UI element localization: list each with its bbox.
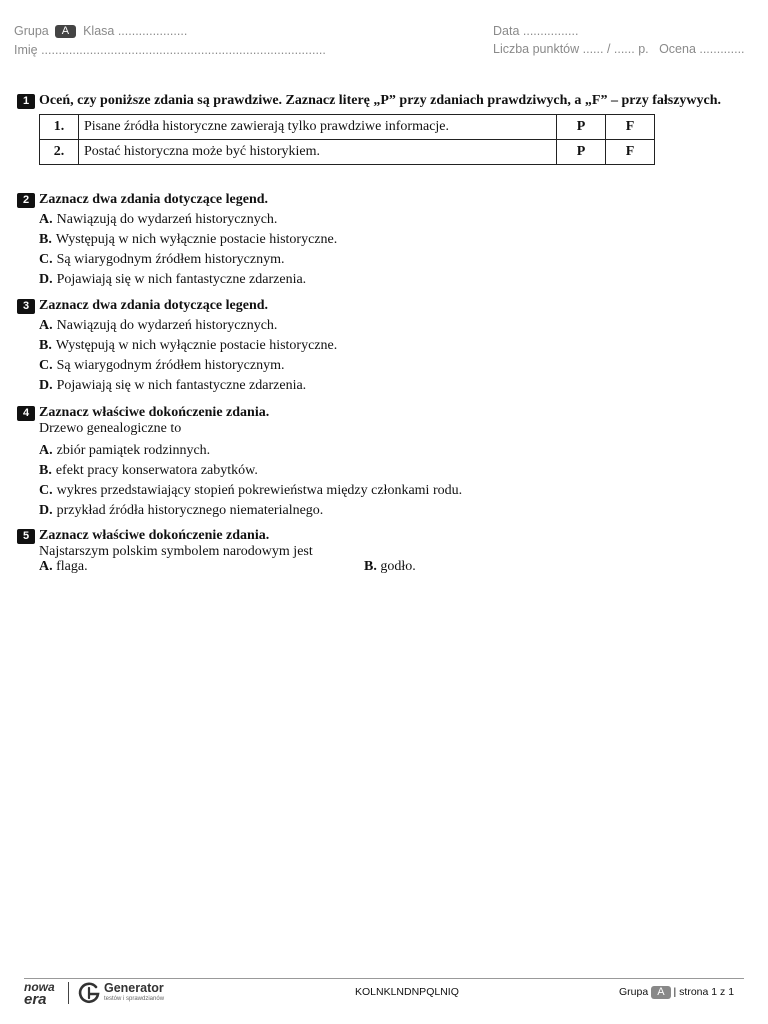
generator-logo-text — [104, 982, 164, 1003]
option-text: przykład źródła historycznego niematerialnego. — [56, 503, 324, 518]
option-letter: B. — [39, 463, 52, 478]
document-code: KOLNKLNDNPQLNIQ — [355, 986, 459, 998]
question-4 — [17, 403, 748, 521]
footer-group-label: Grupa — [619, 986, 649, 998]
question-number: 4 — [17, 406, 35, 421]
date-field[interactable]: Data ................ — [493, 24, 579, 38]
question-3 — [17, 296, 748, 396]
answer-option[interactable] — [39, 461, 748, 481]
logo-separator — [68, 982, 69, 1004]
option-text: Pojawiają się w nich fantastyczne zdarzenia. — [56, 378, 307, 393]
option-letter: C. — [39, 252, 53, 267]
question-title: Zaznacz dwa zdania dotyczące legend. — [39, 192, 269, 207]
option-letter: D. — [39, 503, 53, 518]
option-text: flaga. — [56, 559, 88, 574]
group-label: Grupa — [14, 24, 49, 38]
option-letter: B. — [39, 338, 52, 353]
option-letter: A. — [39, 212, 53, 227]
group-field — [14, 24, 187, 38]
grade-field[interactable]: Ocena ............. — [659, 42, 745, 56]
question-number: 3 — [17, 299, 35, 314]
nowa-era-logo — [24, 982, 55, 1007]
true-false-table — [39, 114, 655, 165]
answer-option[interactable] — [39, 501, 748, 521]
true-option[interactable]: P — [557, 115, 606, 140]
option-text: Występują w nich wyłącznie postacie historyczne. — [55, 232, 338, 247]
table-row — [40, 140, 655, 165]
option-letter: B. — [39, 232, 52, 247]
option-text: wykres przedstawiający stopień pokrewieństwa między członkami rodu. — [56, 483, 463, 498]
answer-option[interactable] — [39, 250, 748, 270]
logo-era-text: era — [24, 991, 47, 1008]
score-line — [493, 42, 745, 56]
true-option[interactable]: P — [557, 140, 606, 165]
false-option[interactable]: F — [606, 140, 655, 165]
false-option[interactable]: F — [606, 115, 655, 140]
option-letter: A. — [39, 443, 53, 458]
logo-generator-text: Generator — [104, 981, 164, 995]
row-statement: Postać historyczna może być historykiem. — [79, 140, 557, 165]
answer-option[interactable] — [39, 316, 748, 336]
question-5 — [17, 526, 748, 577]
question-title: Zaznacz właściwe dokończenie zdania. — [39, 528, 270, 543]
footer-group-badge: A — [651, 986, 670, 999]
option-text: Nawiązują do wydarzeń historycznych. — [56, 318, 278, 333]
option-text: efekt pracy konserwatora zabytków. — [55, 463, 258, 478]
row-number: 2. — [40, 140, 79, 165]
answer-option[interactable] — [39, 210, 748, 230]
option-text: Są wiarygodnym źródłem historycznym. — [56, 252, 285, 267]
question-title: Zaznacz dwa zdania dotyczące legend. — [39, 298, 269, 313]
answer-option[interactable] — [39, 336, 748, 356]
question-title: Zaznacz właściwe dokończenie zdania. — [39, 405, 270, 420]
row-statement: Pisane źródła historyczne zawierają tylko prawdziwe informacje. — [79, 115, 557, 140]
answer-option[interactable] — [39, 441, 748, 461]
option-letter: D. — [39, 272, 53, 287]
option-letter: A. — [39, 559, 53, 574]
option-letter: D. — [39, 378, 53, 393]
footer-divider — [24, 978, 744, 979]
option-text: zbiór pamiątek rodzinnych. — [56, 443, 211, 458]
question-title: Oceń, czy poniższe zdania są prawdziwe. Zaznacz literę „P” przy zdaniach prawdziwych, a „F” – przy fałszywych. — [39, 93, 722, 108]
question-number: 1 — [17, 94, 35, 109]
table-row — [40, 115, 655, 140]
option-letter: C. — [39, 358, 53, 373]
option-text: Występują w nich wyłącznie postacie historyczne. — [55, 338, 338, 353]
points-field[interactable]: Liczba punktów ...... / ...... p. — [493, 42, 649, 56]
question-2 — [17, 190, 748, 290]
question-stem: Najstarszym polskim symbolem narodowym jest — [39, 544, 313, 559]
logo-nowa-text: nowa — [24, 980, 55, 994]
footer-page-info — [619, 986, 734, 999]
answer-option[interactable] — [39, 559, 88, 574]
option-text: Nawiązują do wydarzeń historycznych. — [56, 212, 278, 227]
logo-tagline: testów i sprawdzianów — [104, 996, 165, 1002]
answer-option[interactable] — [39, 376, 748, 396]
group-badge: A — [55, 25, 76, 38]
question-1 — [17, 91, 748, 165]
options-row — [39, 557, 748, 577]
option-letter: A. — [39, 318, 53, 333]
answer-option[interactable] — [39, 356, 748, 376]
question-number: 2 — [17, 193, 35, 208]
answer-option[interactable] — [39, 270, 748, 290]
page-number: | strona 1 z 1 — [673, 986, 735, 998]
answer-option[interactable] — [39, 230, 748, 250]
answer-option[interactable] — [364, 557, 416, 577]
option-text: godło. — [380, 559, 416, 574]
name-field[interactable]: Imię .................................................................................. — [14, 43, 326, 57]
question-number: 5 — [17, 529, 35, 544]
generator-g-icon — [77, 981, 101, 1005]
option-text: Pojawiają się w nich fantastyczne zdarzenia. — [56, 272, 307, 287]
class-field[interactable]: Klasa .................... — [83, 24, 188, 38]
row-number: 1. — [40, 115, 79, 140]
answer-option[interactable] — [39, 481, 748, 501]
option-letter: C. — [39, 483, 53, 498]
option-text: Są wiarygodnym źródłem historycznym. — [56, 358, 285, 373]
question-stem: Drzewo genealogiczne to — [39, 421, 182, 436]
option-letter: B. — [364, 559, 377, 574]
